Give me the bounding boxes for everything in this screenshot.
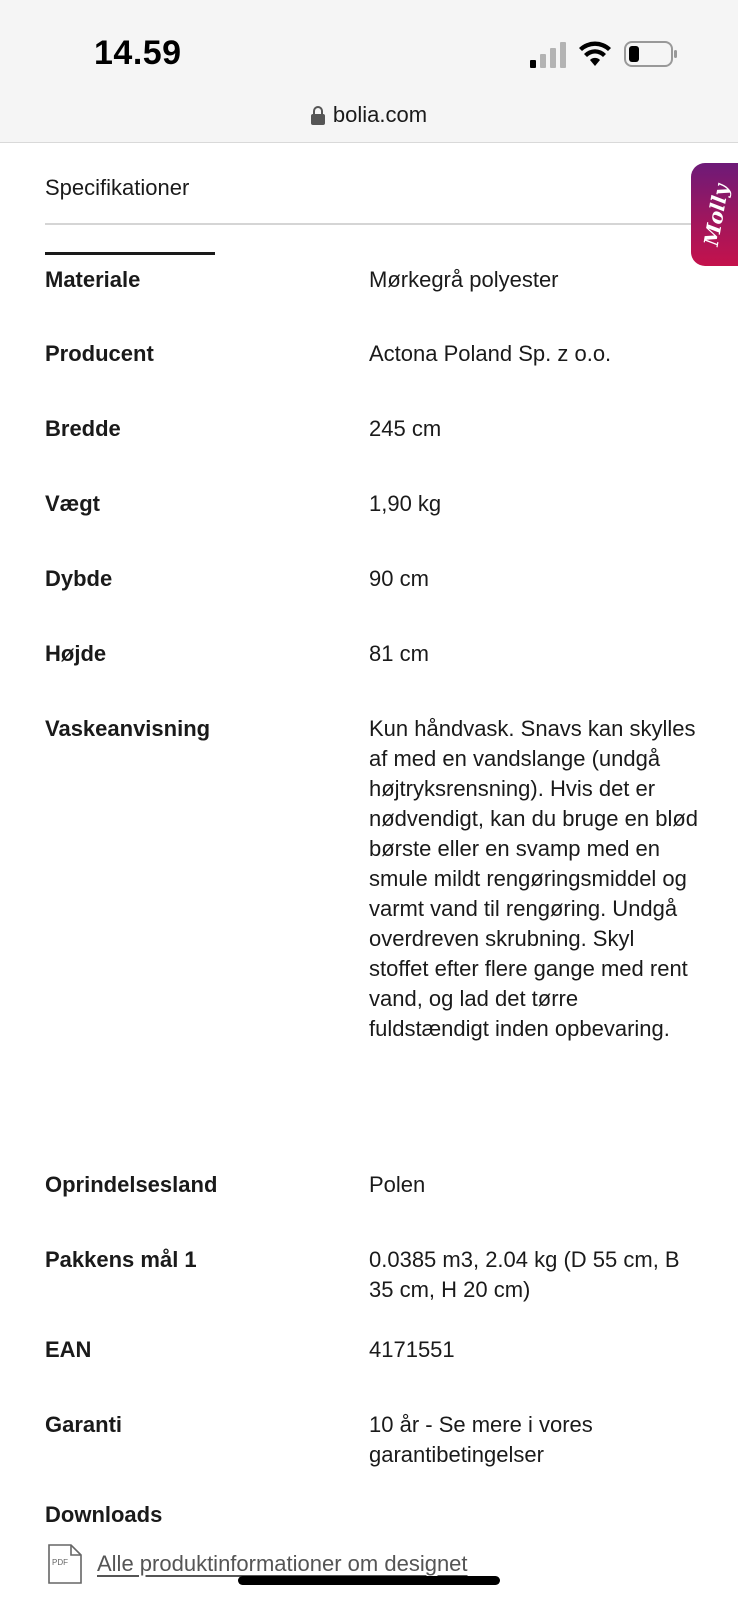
tab-bar	[45, 143, 738, 225]
spec-value: Polen	[369, 1172, 426, 1197]
spec-label: Producent	[45, 341, 154, 366]
status-time: 14.59	[94, 34, 182, 72]
spec-label: Bredde	[45, 416, 121, 441]
downloads-heading: Downloads	[45, 1502, 163, 1527]
spec-label: Vaskeanvisning	[45, 716, 211, 741]
spec-value: 81 cm	[369, 641, 429, 666]
spec-value: Kun håndvask. Snavs kan skylles af med en vandslange (undgå højtryksrensning). Hvis det er nødvendigt, kan du bruge en blød børste eller en svamp med en smule mildt rengøringsmiddel og varmt vand til rengøring. Undgå overdreven skrubning. Skyl stoffet efter flere gange med rent vand, og lad det tørre fuldstændigt inden opbevaring.	[369, 716, 699, 1041]
molly-chat-button[interactable]	[691, 163, 738, 266]
status-bar	[0, 0, 738, 90]
address-bar[interactable]	[0, 90, 738, 143]
spec-label: Oprindelsesland	[45, 1172, 218, 1197]
spec-label: Dybde	[45, 566, 113, 591]
spec-value: 0.0385 m3, 2.04 kg (D 55 cm, B 35 cm, H 20 cm)	[369, 1247, 680, 1302]
wifi-icon	[578, 40, 612, 68]
spec-label: Vægt	[45, 491, 100, 516]
home-indicator[interactable]	[238, 1576, 500, 1585]
spec-label: EAN	[45, 1337, 92, 1362]
spec-label: Højde	[45, 641, 107, 666]
spec-value: Mørkegrå polyester	[369, 267, 559, 292]
cellular-signal-icon	[530, 42, 568, 68]
lock-icon	[311, 105, 325, 125]
tab-specifikationer[interactable]: Specifikationer	[45, 175, 215, 255]
pdf-file-icon	[45, 1544, 83, 1584]
spec-label: Pakkens mål 1	[45, 1247, 197, 1272]
spec-value: 1,90 kg	[369, 491, 442, 516]
svg-text:PDF: PDF	[52, 1558, 68, 1567]
spec-value: Actona Poland Sp. z o.o.	[369, 341, 612, 366]
url-text: bolia.com	[332, 102, 428, 127]
spec-label: Materiale	[45, 267, 141, 292]
spec-value[interactable]: 10 år - Se mere i vores garantibetingelser	[369, 1412, 593, 1467]
spec-value: 245 cm	[369, 416, 442, 441]
battery-icon	[624, 40, 678, 68]
spec-value: 90 cm	[369, 566, 429, 591]
spec-value: 4171551	[369, 1337, 455, 1362]
download-link-label: Alle produktinformationer om designet	[97, 1551, 468, 1576]
spec-label: Garanti	[45, 1412, 123, 1437]
molly-label: Molly	[698, 181, 734, 248]
